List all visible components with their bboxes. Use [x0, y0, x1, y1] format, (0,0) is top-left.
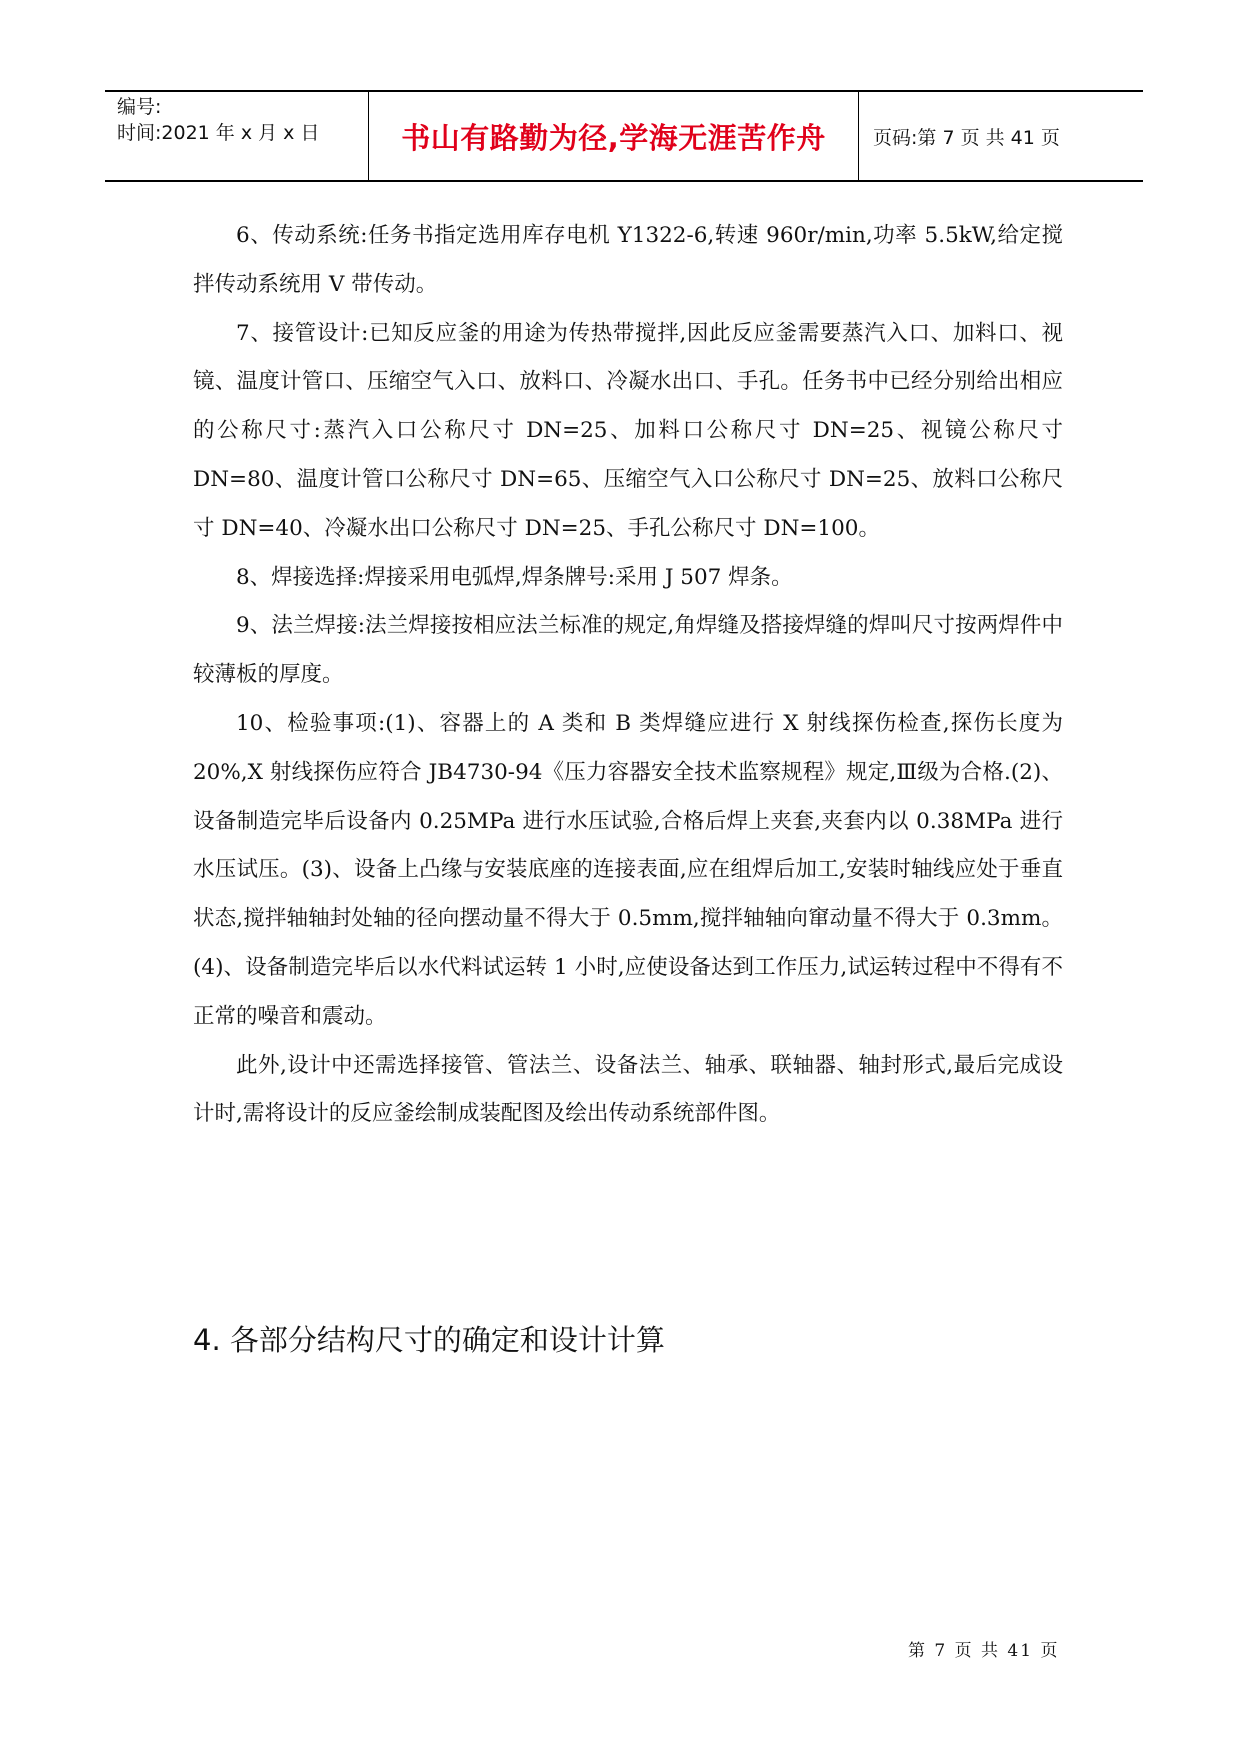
- paragraph-additional-notes: 此外,设计中还需选择接管、管法兰、设备法兰、轴承、联轴器、轴封形式,最后完成设计时,需将设计的反应釜绘制成装配图及绘出传动系统部件图。: [193, 1052, 1063, 1127]
- page-header: [105, 90, 1143, 182]
- header-page-info: 页码:第 7 页 共 41 页: [873, 126, 1060, 149]
- header-meta: [105, 92, 369, 180]
- paragraph-transmission-system: 6、传动系统:任务书指定选用库存电机 Y1322-6,转速 960r/min,功率 5.5kW,给定搅拌传动系统用 V 带传动。: [193, 223, 1063, 297]
- paragraph-inspection-items: 10、检验事项:(1)、容器上的 A 类和 B 类焊缝应进行 X 射线探伤检查,探伤长度为 20%,X 射线探伤应符合 JB4730-94《压力容器安全技术监察规程》规定,Ⅲ级为合格.(2)、设备制造完毕后设备内 0.25MPa 进行水压试验,合格后焊上夹套,夹套内以 0.38MPa 进行水压试压。(3)、设备上凸缘与安装底座的连接表面,应在组焊后加工,安装时轴线应处于垂直状态,搅拌轴轴封处轴的径向摆动量不得大于 0.5mm,搅拌轴轴向窜动量不得大于 0.3mm。(4)、设备制造完毕后以水代料试运转 1 小时,应使设备达到工作压力,试运转过程中不得有不正常的噪音和震动。: [193, 710, 1063, 1029]
- document-number-label: 编号:: [117, 96, 162, 118]
- paragraph-welding-selection: 8、焊接选择:焊接采用电弧焊,焊条牌号:采用 J 507 焊条。: [236, 564, 793, 590]
- page-footer: 第 7 页 共 41 页: [908, 1641, 1060, 1661]
- paragraph-nozzle-design: 7、接管设计:已知反应釜的用途为传热带搅拌,因此反应釜需要蒸汽入口、加料口、视镜、温度计管口、压缩空气入口、放料口、冷凝水出口、手孔。任务书中已经分别给出相应的公称尺寸:蒸汽入口公称尺寸 DN=25、加料口公称尺寸 DN=25、视镜公称尺寸 DN=80、温度计管口公称尺寸 DN=65、压缩空气入口公称尺寸 DN=25、放料口公称尺寸 DN=40、冷凝水出口公称尺寸 DN=25、手孔公称尺寸 DN=100。: [193, 320, 1063, 541]
- document-body: [193, 212, 1063, 1139]
- paragraph-flange-welding: 9、法兰焊接:法兰焊接按相应法兰标准的规定,角焊缝及搭接焊缝的焊叫尺寸按两焊件中较薄板的厚度。: [193, 613, 1063, 688]
- section-heading: 4. 各部分结构尺寸的确定和设计计算: [193, 1323, 665, 1357]
- document-date: 时间:2021 年 x 月 x 日: [117, 122, 320, 144]
- header-motto: 书山有路勤为径,学海无涯苦作舟: [369, 92, 859, 180]
